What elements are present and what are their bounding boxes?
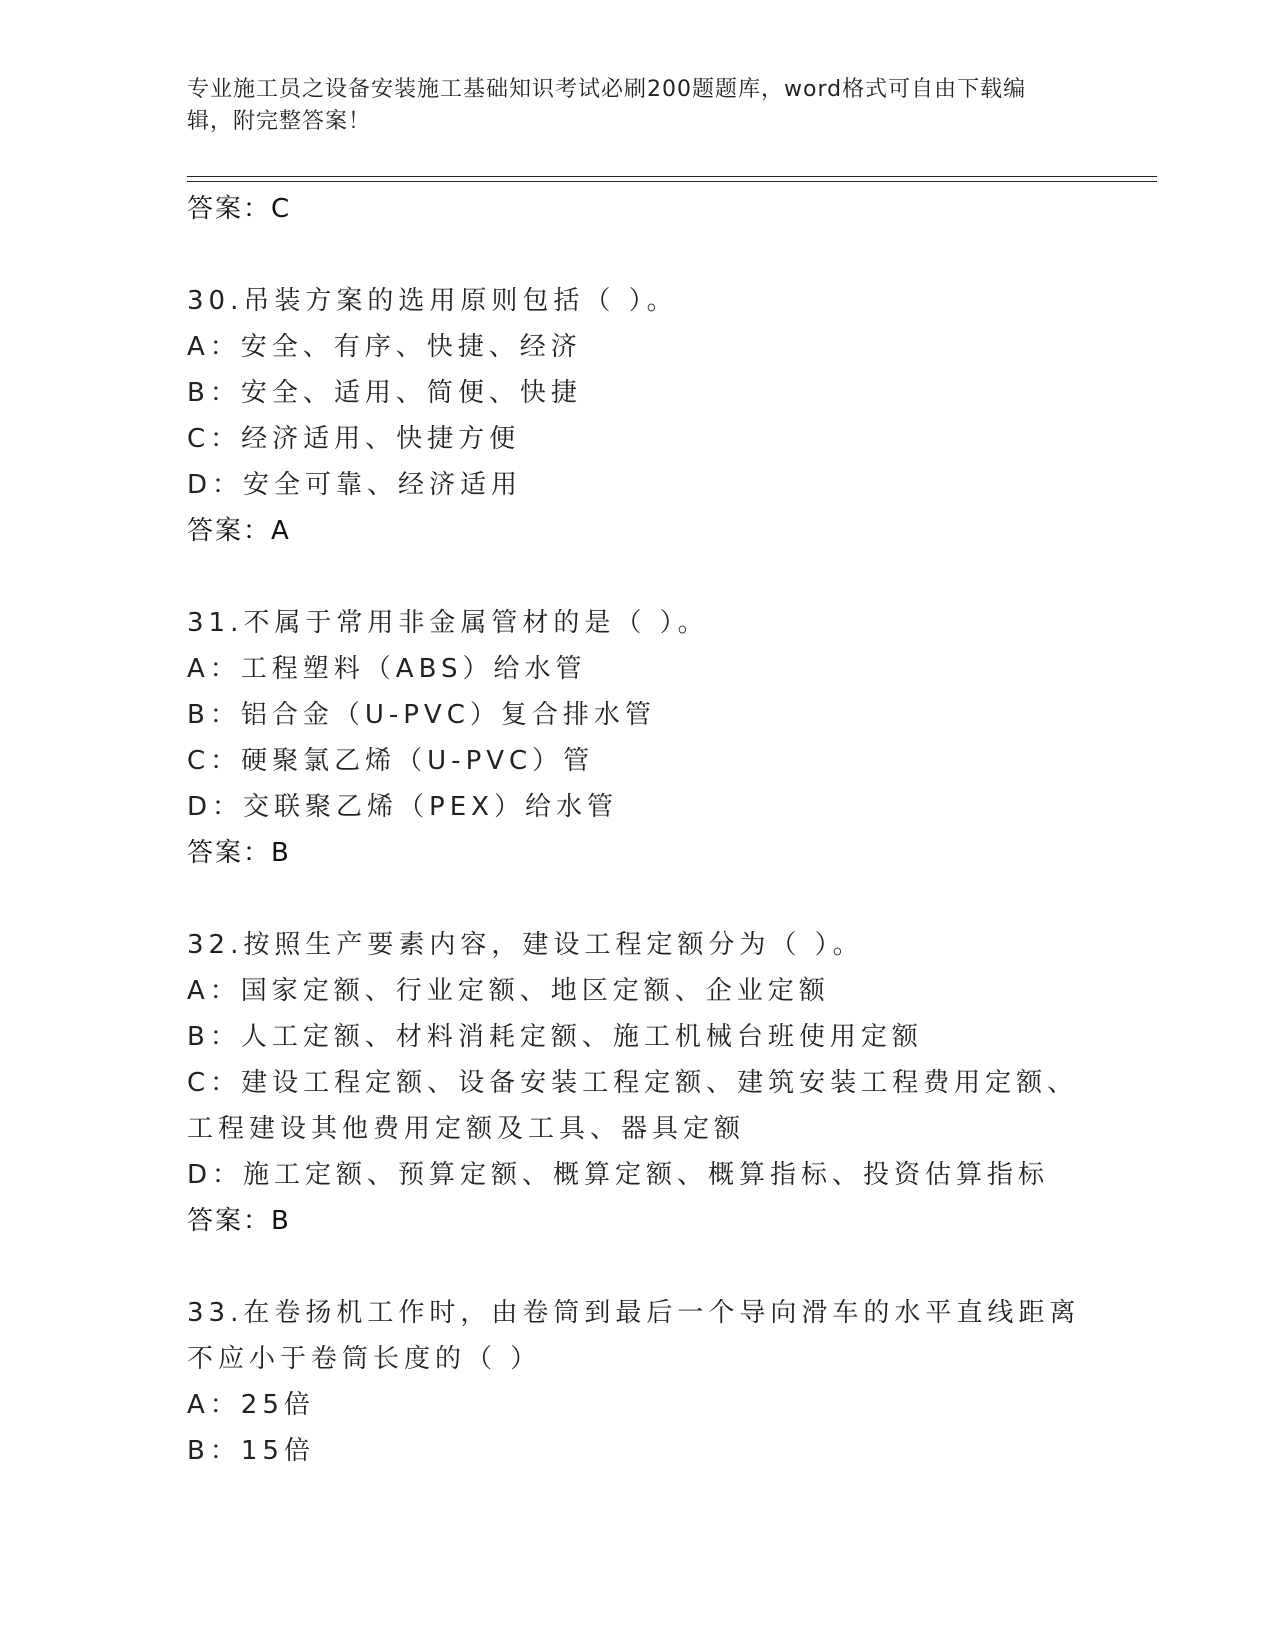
document-header: 专业施工员之设备安装施工基础知识考试必刷200题题库，word格式可自由下载编辑，附完整答案！ [187,77,1027,134]
option-d: D：交联聚乙烯（PEX）给水管 [187,792,618,822]
header-rule-top [187,176,1157,177]
option-a: A：工程塑料（ABS）给水管 [187,654,587,684]
option-b: B：人工定额、材料消耗定额、施工机械台班使用定额 [187,1022,923,1052]
question-stem: 31.不属于常用非金属管材的是（ ）。 [187,608,709,638]
question-stem: 32.按照生产要素内容，建设工程定额分为（ ）。 [187,930,864,960]
question-stem: 30.吊装方案的选用原则包括（ ）。 [187,286,678,316]
option-c: C：经济适用、快捷方便 [187,424,521,454]
question-stem: 33.在卷扬机工作时，由卷筒到最后一个导向滑车的水平直线距离不应小于卷筒长度的（ ） [187,1298,1081,1374]
answer-line: 答案：C [187,194,292,224]
option-b: B：铝合金（U-PVC）复合排水管 [187,700,656,730]
option-a: A：国家定额、行业定额、地区定额、企业定额 [187,976,830,1006]
answer-line: 答案：B [187,838,291,868]
option-b: B：安全、适用、简便、快捷 [187,378,582,408]
option-a: A：安全、有序、快捷、经济 [187,332,582,362]
answer-line: 答案：B [187,1206,291,1236]
question-list [187,186,1087,1474]
question-30 [187,278,1087,554]
question-32 [187,922,1087,1244]
question-33 [187,1290,1087,1474]
option-d: D：施工定额、预算定额、概算定额、概算指标、投资估算指标 [187,1160,1050,1190]
option-c: C：硬聚氯乙烯（U-PVC）管 [187,746,595,776]
option-c: C：建设工程定额、设备安装工程定额、建筑安装工程费用定额、工程建设其他费用定额及工具、器具定额 [187,1068,1079,1144]
header-rule-bottom [187,181,1157,182]
option-b: B：15倍 [187,1436,315,1466]
option-d: D：安全可靠、经济适用 [187,470,523,500]
question-31 [187,600,1087,876]
answer-line: 答案：A [187,516,291,546]
option-a: A：25倍 [187,1390,315,1420]
